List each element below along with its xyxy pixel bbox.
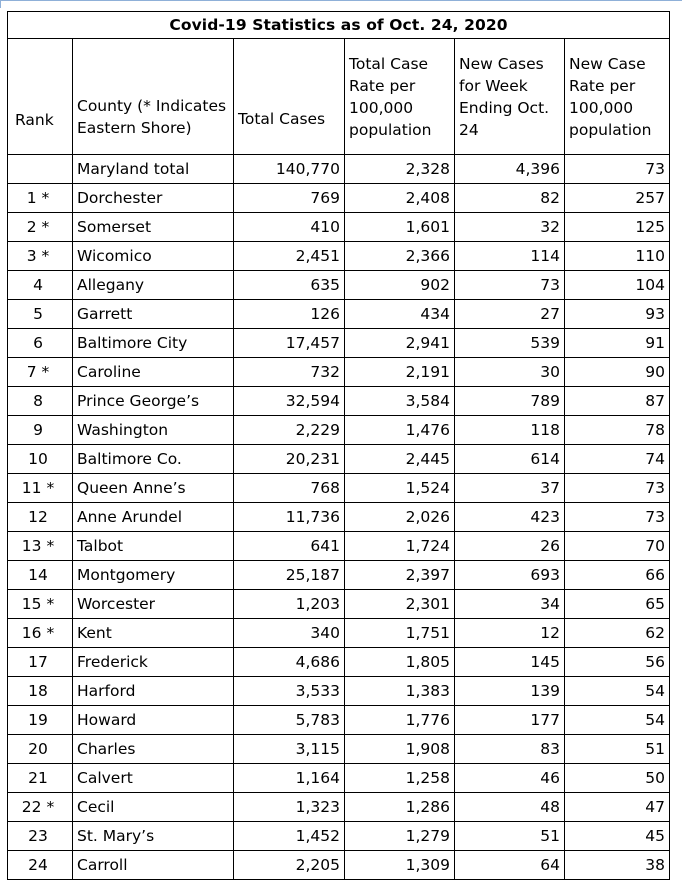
cell-new-case-rate: 70 bbox=[565, 532, 670, 561]
cell-total-case-rate: 434 bbox=[345, 300, 455, 329]
cell-new-cases: 693 bbox=[455, 561, 565, 590]
cell-new-case-rate: 110 bbox=[565, 242, 670, 271]
header-new-cases: New Cases for Week Ending Oct. 24 bbox=[455, 39, 565, 155]
header-total-case-rate: Total Case Rate per 100,000 population bbox=[345, 39, 455, 155]
cell-rank: 11 * bbox=[8, 474, 73, 503]
cell-total-cases: 3,115 bbox=[234, 735, 345, 764]
cell-new-case-rate: 73 bbox=[565, 155, 670, 184]
cell-county: Caroline bbox=[73, 358, 234, 387]
cell-county: Queen Anne’s bbox=[73, 474, 234, 503]
cell-rank: 14 bbox=[8, 561, 73, 590]
cell-total-cases: 2,205 bbox=[234, 851, 345, 880]
header-county: County (* Indicates Eastern Shore) bbox=[73, 39, 234, 155]
cell-rank: 10 bbox=[8, 445, 73, 474]
cell-total-case-rate: 2,328 bbox=[345, 155, 455, 184]
cell-new-case-rate: 78 bbox=[565, 416, 670, 445]
cell-county: Baltimore City bbox=[73, 329, 234, 358]
cell-county: Allegany bbox=[73, 271, 234, 300]
cell-total-cases: 140,770 bbox=[234, 155, 345, 184]
cell-new-cases: 177 bbox=[455, 706, 565, 735]
cell-total-cases: 17,457 bbox=[234, 329, 345, 358]
table-row bbox=[8, 677, 670, 706]
cell-total-cases: 126 bbox=[234, 300, 345, 329]
cell-total-case-rate: 2,397 bbox=[345, 561, 455, 590]
cell-total-cases: 769 bbox=[234, 184, 345, 213]
cell-new-cases: 82 bbox=[455, 184, 565, 213]
cell-county: Washington bbox=[73, 416, 234, 445]
table-row bbox=[8, 242, 670, 271]
cell-new-case-rate: 73 bbox=[565, 503, 670, 532]
cell-new-case-rate: 50 bbox=[565, 764, 670, 793]
cell-total-cases: 1,452 bbox=[234, 822, 345, 851]
cell-county: St. Mary’s bbox=[73, 822, 234, 851]
selection-border-left bbox=[0, 0, 1, 8]
cell-new-cases: 83 bbox=[455, 735, 565, 764]
cell-total-case-rate: 3,584 bbox=[345, 387, 455, 416]
cell-total-cases: 340 bbox=[234, 619, 345, 648]
cell-total-case-rate: 1,476 bbox=[345, 416, 455, 445]
table-row bbox=[8, 387, 670, 416]
cell-new-case-rate: 54 bbox=[565, 677, 670, 706]
cell-new-case-rate: 47 bbox=[565, 793, 670, 822]
cell-rank: 23 bbox=[8, 822, 73, 851]
covid-statistics-table bbox=[7, 11, 670, 880]
cell-new-case-rate: 104 bbox=[565, 271, 670, 300]
cell-new-case-rate: 54 bbox=[565, 706, 670, 735]
cell-county: Carroll bbox=[73, 851, 234, 880]
cell-new-case-rate: 91 bbox=[565, 329, 670, 358]
cell-county: Charles bbox=[73, 735, 234, 764]
cell-rank: 13 * bbox=[8, 532, 73, 561]
cell-total-cases: 3,533 bbox=[234, 677, 345, 706]
cell-total-case-rate: 902 bbox=[345, 271, 455, 300]
cell-rank: 20 bbox=[8, 735, 73, 764]
cell-new-cases: 614 bbox=[455, 445, 565, 474]
cell-new-case-rate: 51 bbox=[565, 735, 670, 764]
cell-county: Wicomico bbox=[73, 242, 234, 271]
cell-new-cases: 34 bbox=[455, 590, 565, 619]
cell-county: Somerset bbox=[73, 213, 234, 242]
table-row bbox=[8, 735, 670, 764]
cell-rank: 18 bbox=[8, 677, 73, 706]
cell-new-cases: 539 bbox=[455, 329, 565, 358]
table-row bbox=[8, 822, 670, 851]
table-row bbox=[8, 416, 670, 445]
cell-county: Baltimore Co. bbox=[73, 445, 234, 474]
cell-rank: 8 bbox=[8, 387, 73, 416]
cell-rank: 17 bbox=[8, 648, 73, 677]
cell-total-cases: 641 bbox=[234, 532, 345, 561]
cell-total-cases: 32,594 bbox=[234, 387, 345, 416]
cell-new-cases: 32 bbox=[455, 213, 565, 242]
cell-total-cases: 2,451 bbox=[234, 242, 345, 271]
cell-new-case-rate: 56 bbox=[565, 648, 670, 677]
cell-total-cases: 11,736 bbox=[234, 503, 345, 532]
cell-new-case-rate: 62 bbox=[565, 619, 670, 648]
cell-total-case-rate: 1,601 bbox=[345, 213, 455, 242]
cell-total-case-rate: 2,301 bbox=[345, 590, 455, 619]
table-row bbox=[8, 445, 670, 474]
cell-county: Anne Arundel bbox=[73, 503, 234, 532]
cell-rank: 24 bbox=[8, 851, 73, 880]
cell-new-cases: 51 bbox=[455, 822, 565, 851]
cell-county: Maryland total bbox=[73, 155, 234, 184]
cell-rank: 1 * bbox=[8, 184, 73, 213]
cell-new-cases: 27 bbox=[455, 300, 565, 329]
header-rank: Rank bbox=[8, 39, 73, 155]
cell-total-case-rate: 2,366 bbox=[345, 242, 455, 271]
cell-total-case-rate: 1,286 bbox=[345, 793, 455, 822]
cell-new-cases: 12 bbox=[455, 619, 565, 648]
cell-county: Dorchester bbox=[73, 184, 234, 213]
cell-total-case-rate: 1,805 bbox=[345, 648, 455, 677]
cell-total-cases: 2,229 bbox=[234, 416, 345, 445]
cell-total-case-rate: 2,026 bbox=[345, 503, 455, 532]
cell-rank: 21 bbox=[8, 764, 73, 793]
cell-total-case-rate: 2,408 bbox=[345, 184, 455, 213]
cell-rank: 12 bbox=[8, 503, 73, 532]
cell-rank: 4 bbox=[8, 271, 73, 300]
table-row bbox=[8, 619, 670, 648]
cell-county: Harford bbox=[73, 677, 234, 706]
table-row bbox=[8, 764, 670, 793]
cell-rank: 9 bbox=[8, 416, 73, 445]
cell-total-case-rate: 1,258 bbox=[345, 764, 455, 793]
cell-rank: 15 * bbox=[8, 590, 73, 619]
cell-county: Prince George’s bbox=[73, 387, 234, 416]
table-row bbox=[8, 648, 670, 677]
cell-new-case-rate: 87 bbox=[565, 387, 670, 416]
cell-new-case-rate: 125 bbox=[565, 213, 670, 242]
cell-new-cases: 4,396 bbox=[455, 155, 565, 184]
cell-total-case-rate: 1,309 bbox=[345, 851, 455, 880]
cell-county: Kent bbox=[73, 619, 234, 648]
cell-total-cases: 20,231 bbox=[234, 445, 345, 474]
cell-new-case-rate: 65 bbox=[565, 590, 670, 619]
cell-new-cases: 789 bbox=[455, 387, 565, 416]
cell-new-case-rate: 45 bbox=[565, 822, 670, 851]
cell-total-cases: 1,323 bbox=[234, 793, 345, 822]
cell-new-cases: 30 bbox=[455, 358, 565, 387]
cell-new-case-rate: 90 bbox=[565, 358, 670, 387]
table-row bbox=[8, 793, 670, 822]
table-title: Covid-19 Statistics as of Oct. 24, 2020 bbox=[8, 12, 670, 39]
cell-total-case-rate: 1,751 bbox=[345, 619, 455, 648]
cell-county: Worcester bbox=[73, 590, 234, 619]
cell-total-cases: 768 bbox=[234, 474, 345, 503]
cell-total-cases: 410 bbox=[234, 213, 345, 242]
cell-county: Talbot bbox=[73, 532, 234, 561]
cell-new-case-rate: 93 bbox=[565, 300, 670, 329]
cell-total-case-rate: 1,776 bbox=[345, 706, 455, 735]
cell-total-cases: 4,686 bbox=[234, 648, 345, 677]
cell-total-cases: 635 bbox=[234, 271, 345, 300]
cell-new-cases: 46 bbox=[455, 764, 565, 793]
cell-new-case-rate: 257 bbox=[565, 184, 670, 213]
cell-new-cases: 118 bbox=[455, 416, 565, 445]
table-row bbox=[8, 329, 670, 358]
cell-total-case-rate: 2,445 bbox=[345, 445, 455, 474]
cell-county: Garrett bbox=[73, 300, 234, 329]
table-row bbox=[8, 706, 670, 735]
cell-total-case-rate: 1,524 bbox=[345, 474, 455, 503]
cell-rank: 7 * bbox=[8, 358, 73, 387]
cell-rank bbox=[8, 155, 73, 184]
cell-total-cases: 1,203 bbox=[234, 590, 345, 619]
header-new-case-rate: New Case Rate per 100,000 population bbox=[565, 39, 670, 155]
cell-new-cases: 37 bbox=[455, 474, 565, 503]
cell-total-cases: 732 bbox=[234, 358, 345, 387]
cell-new-cases: 114 bbox=[455, 242, 565, 271]
table-row bbox=[8, 851, 670, 880]
cell-new-case-rate: 38 bbox=[565, 851, 670, 880]
cell-total-case-rate: 2,191 bbox=[345, 358, 455, 387]
selection-border-top bbox=[0, 0, 682, 1]
cell-rank: 5 bbox=[8, 300, 73, 329]
table-row bbox=[8, 561, 670, 590]
cell-new-case-rate: 73 bbox=[565, 474, 670, 503]
cell-county: Montgomery bbox=[73, 561, 234, 590]
table-row-total bbox=[8, 155, 670, 184]
cell-rank: 19 bbox=[8, 706, 73, 735]
cell-new-case-rate: 66 bbox=[565, 561, 670, 590]
cell-total-case-rate: 1,383 bbox=[345, 677, 455, 706]
cell-total-cases: 5,783 bbox=[234, 706, 345, 735]
cell-county: Howard bbox=[73, 706, 234, 735]
cell-new-cases: 26 bbox=[455, 532, 565, 561]
table-row bbox=[8, 213, 670, 242]
cell-total-cases: 1,164 bbox=[234, 764, 345, 793]
table-row bbox=[8, 271, 670, 300]
cell-new-cases: 423 bbox=[455, 503, 565, 532]
table-row bbox=[8, 532, 670, 561]
cell-new-cases: 64 bbox=[455, 851, 565, 880]
cell-rank: 2 * bbox=[8, 213, 73, 242]
table-row bbox=[8, 184, 670, 213]
header-total-cases: Total Cases bbox=[234, 39, 345, 155]
cell-total-case-rate: 1,279 bbox=[345, 822, 455, 851]
cell-county: Cecil bbox=[73, 793, 234, 822]
cell-county: Calvert bbox=[73, 764, 234, 793]
table-row bbox=[8, 503, 670, 532]
cell-rank: 6 bbox=[8, 329, 73, 358]
cell-rank: 22 * bbox=[8, 793, 73, 822]
cell-total-case-rate: 1,724 bbox=[345, 532, 455, 561]
table-row bbox=[8, 358, 670, 387]
cell-rank: 16 * bbox=[8, 619, 73, 648]
cell-county: Frederick bbox=[73, 648, 234, 677]
cell-new-cases: 139 bbox=[455, 677, 565, 706]
cell-new-cases: 73 bbox=[455, 271, 565, 300]
cell-new-cases: 145 bbox=[455, 648, 565, 677]
cell-new-case-rate: 74 bbox=[565, 445, 670, 474]
table-row bbox=[8, 300, 670, 329]
cell-total-case-rate: 1,908 bbox=[345, 735, 455, 764]
cell-total-cases: 25,187 bbox=[234, 561, 345, 590]
table-row bbox=[8, 590, 670, 619]
cell-total-case-rate: 2,941 bbox=[345, 329, 455, 358]
cell-new-cases: 48 bbox=[455, 793, 565, 822]
table-row bbox=[8, 474, 670, 503]
cell-rank: 3 * bbox=[8, 242, 73, 271]
